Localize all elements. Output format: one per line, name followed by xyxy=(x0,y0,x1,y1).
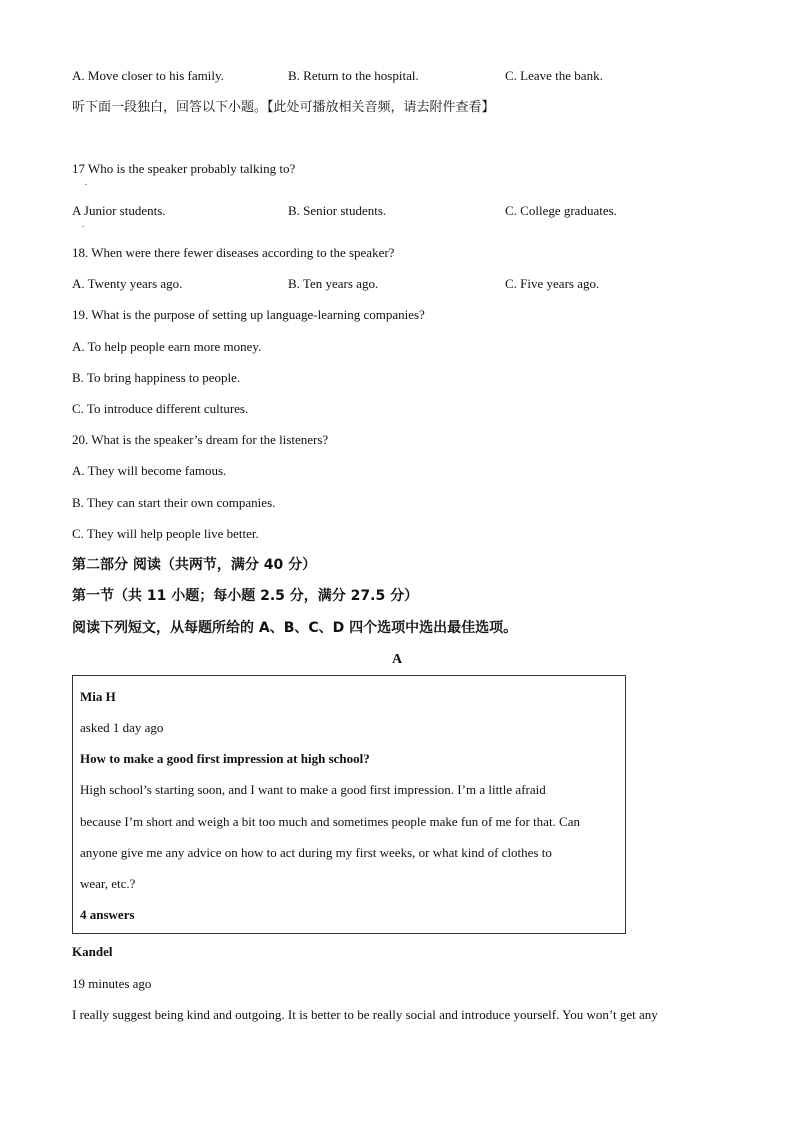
post-body-line: because I’m short and weigh a bit too much and sometimes people make fun of me for that. Can xyxy=(80,814,580,829)
q18-option-a: A. Twenty years ago. xyxy=(72,276,183,291)
post-author: Mia H xyxy=(80,689,116,704)
part2-title: 第二部分 阅读（共两节，满分 40 分） xyxy=(72,557,317,573)
q20-option-a: A. They will become famous. xyxy=(72,463,227,478)
passage-letter: A xyxy=(391,652,403,667)
q16-option-b: B. Return to the hospital. xyxy=(288,68,419,83)
q20-option-c: C. They will help people live better. xyxy=(72,526,259,541)
reply-author: Kandel xyxy=(72,944,113,959)
q16-option-a: A. Move closer to his family. xyxy=(72,68,224,83)
post-body-line: High school’s starting soon, and I want to make a good first impression. I’m a little afraid xyxy=(80,782,546,797)
post-question: How to make a good first impression at high school? xyxy=(80,751,370,766)
q16-option-c: C. Leave the bank. xyxy=(505,68,603,83)
q17-option-a: A Junior students. xyxy=(72,203,166,218)
q17-option-b: B. Senior students. xyxy=(288,203,387,218)
forum-post-box xyxy=(72,675,626,934)
section1-title: 第一节（共 11 小题；每小题 2.5 分，满分 27.5 分） xyxy=(72,588,419,604)
q18-stem: 18. When were there fewer diseases according to the speaker? xyxy=(72,245,395,260)
reading-instruction: 阅读下列短文，从每题所给的 A、B、C、D 四个选项中选出最佳选项。 xyxy=(72,620,518,636)
q20-option-b: B. They can start their own companies. xyxy=(72,495,276,510)
mark-dot: . xyxy=(82,219,85,229)
q20-stem: 20. What is the speaker’s dream for the listeners? xyxy=(72,432,329,447)
post-body-line: anyone give me any advice on how to act during my first weeks, or what kind of clothes to xyxy=(80,845,552,860)
q19-option-a: A. To help people earn more money. xyxy=(72,339,262,354)
post-time: asked 1 day ago xyxy=(80,720,164,735)
q18-option-c: C. Five years ago. xyxy=(505,276,600,291)
mark-dot: . xyxy=(85,177,88,187)
post-answers-count: 4 answers xyxy=(80,907,135,922)
q19-option-c: C. To introduce different cultures. xyxy=(72,401,249,416)
reply-text: I really suggest being kind and outgoing. It is better to be really social and introduce yourself. You won’t get any xyxy=(72,1007,658,1022)
listening-instruction: 听下面一段独白，回答以下小题。【此处可播放相关音频，请去附件查看】 xyxy=(72,100,495,115)
q19-stem: 19. What is the purpose of setting up language-learning companies? xyxy=(72,307,425,322)
q17-stem: 17 Who is the speaker probably talking to? xyxy=(72,161,296,176)
post-body-line: wear, etc.? xyxy=(80,876,136,891)
q17-option-c: C. College graduates. xyxy=(505,203,617,218)
q19-option-b: B. To bring happiness to people. xyxy=(72,370,241,385)
q18-option-b: B. Ten years ago. xyxy=(288,276,379,291)
reply-time: 19 minutes ago xyxy=(72,976,152,991)
